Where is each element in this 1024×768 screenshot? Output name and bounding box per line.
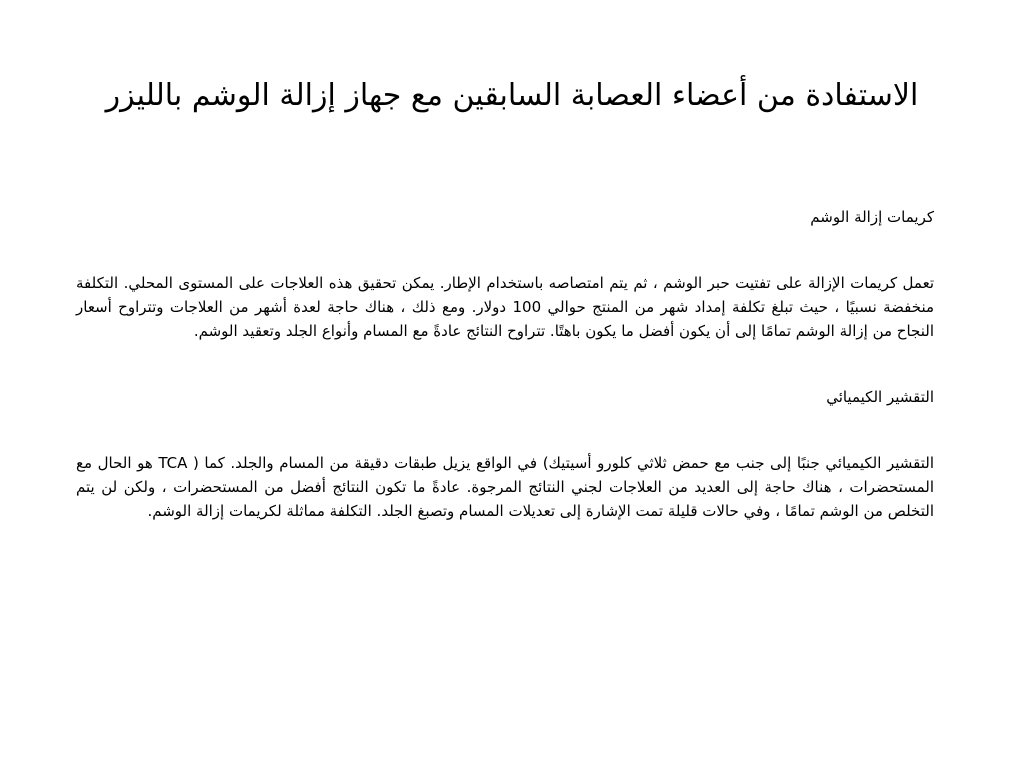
section-heading-tattoo-creams: كريمات إزالة الوشم (810, 208, 934, 226)
slide-title: الاستفادة من أعضاء العصابة السابقين مع جهاز إزالة الوشم بالليزر (105, 78, 919, 113)
section-body-tattoo-creams: تعمل كريمات الإزالة على تفتيت حبر الوشم ، ثم يتم امتصاصه باستخدام الإطار. يمكن تحقيق هذه العلاجات على المستوى المحلي. التكلفة منخفضة نسبيًا ، حيث تبلغ تكلفة إمداد شهر من المنتج حوالي 100 دولار. ومع ذلك ، هناك حاجة لعدة أشهر من العلاجات وتتراوح أسعار النجاح من إزالة الوشم تمامًا إلى أن يكون أفضل ما يكون باهتًا. تتراوح النتائج عادةً مع المسام وأنواع الجلد وتعقيد الوشم. (76, 274, 935, 340)
section-heading-chemical-peel: التقشير الكيميائي (826, 388, 934, 406)
slide-content (76, 205, 934, 523)
section-body-chemical-peel: التقشير الكيميائي جنبًا إلى جنب مع حمض ثلاثي كلورو أسيتيك) في الواقع يزيل طبقات دقيقة من المسام والجلد. كما ( TCA هو الحال مع المستحضرات ، هناك حاجة إلى العديد من العلاجات لجني النتائج المرجوة. عادةً ما تكون النتائج أفضل من المستحضرات ، ولكن لن يتم التخلص من الوشم تمامًا ، وفي حالات قليلة تمت الإشارة إلى تعديلات المسام وتصبغ الجلد. التكلفة مماثلة لكريمات إزالة الوشم. (76, 454, 934, 520)
